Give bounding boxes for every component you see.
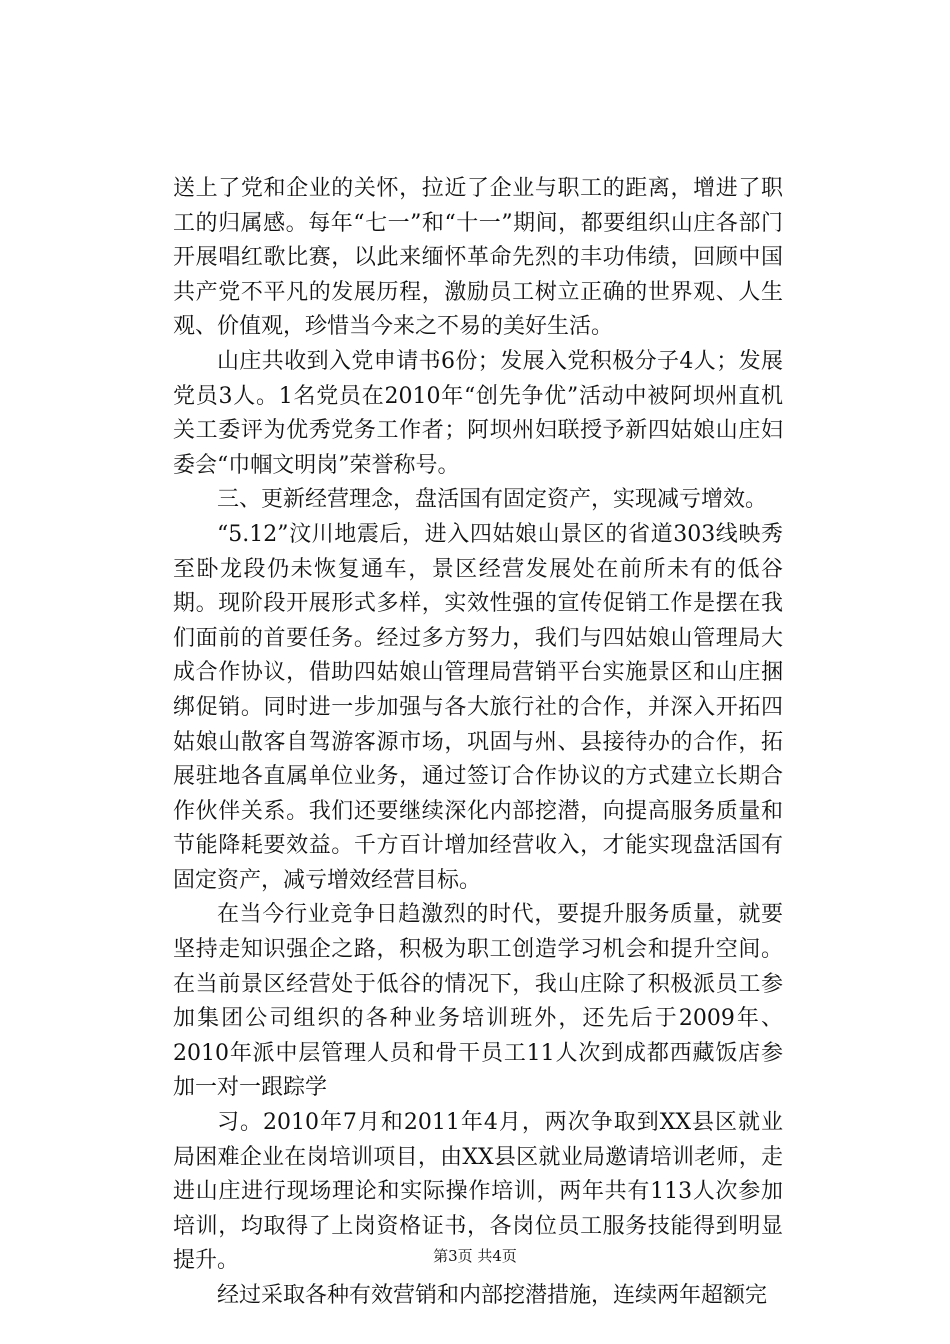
paragraph-results: 经过采取各种有效营销和内部挖潜措施，连续两年超额完	[217, 1283, 768, 1308]
paragraph-earthquake-marketing: “5.12”汶川地震后，进入四姑娘山景区的省道303线映秀至卧龙段仍未恢复通车，景区经营发展处在前所未有的低谷期。现阶段开展形式多样，实效性强的宣传促销工作是摆在我们面前的首要任务。经过多方努力，我们与四姑娘山管理局大成合作协议，借助四姑娘山管理局营销平台实施景区和山庄捆绑促销。同时进一步加强与各大旅行社的合作，并深入开拓四姑娘山散客自驾游客源市场，巩固与州、县接待办的合作，拓展驻地各直属单位业务，通过签订合作协议的方式建立长期合作伙伴关系。我们还要继续深化内部挖潜，向提高服务质量和节能降耗要效益。千方百计增加经营收入，才能实现盘活国有固定资产，减亏增效经营目标。	[173, 521, 783, 893]
paragraph-party-membership: 山庄共收到入党申请书6份；发展入党积极分子4人；发展党员3人。1名党员在2010年“创先争优”活动中被阿坝州直机关工委评为优秀党务工作者；阿坝州妇联授予新四姑娘山庄妇委会“巾帼文明岗”荣誉称号。	[173, 348, 783, 478]
paragraph-continued: 送上了党和企业的关怀，拉近了企业与职工的距离，增进了职工的归属感。每年“七一”和“十一”期间，都要组织山庄各部门开展唱红歌比赛，以此来缅怀革命先烈的丰功伟绩，回顾中国共产党不平凡的发展历程，激励员工树立正确的世界观、人生观、价值观，珍惜当今来之不易的美好生活。	[173, 176, 783, 340]
document-body	[173, 172, 783, 1314]
paragraph-training: 在当今行业竞争日趋激烈的时代，要提升服务质量，就要坚持走知识强企之路，积极为职工创造学习机会和提升空间。在当前景区经营处于低谷的情况下，我山庄除了积极派员工参加集团公司组织的各种业务培训班外，还先后于2009年、2010年派中层管理人员和骨干员工11人次到成都西藏饭店参加一对一跟踪学	[173, 902, 783, 1101]
page-number-footer: 第3页 共4页	[433, 1247, 517, 1265]
paragraph-training-continued: 习。2010年7月和2011年4月，两次争取到XX县区就业局困难企业在岗培训项目，由XX县区就业局邀请培训老师，走进山庄进行现场理论和实际操作培训，两年共有113人次参加培训，均取得了上岗资格证书，各岗位员工服务技能得到明显提升。	[173, 1110, 783, 1274]
section-heading-3: 三、更新经营理念，盘活国有固定资产，实现减亏增效。	[217, 487, 768, 513]
